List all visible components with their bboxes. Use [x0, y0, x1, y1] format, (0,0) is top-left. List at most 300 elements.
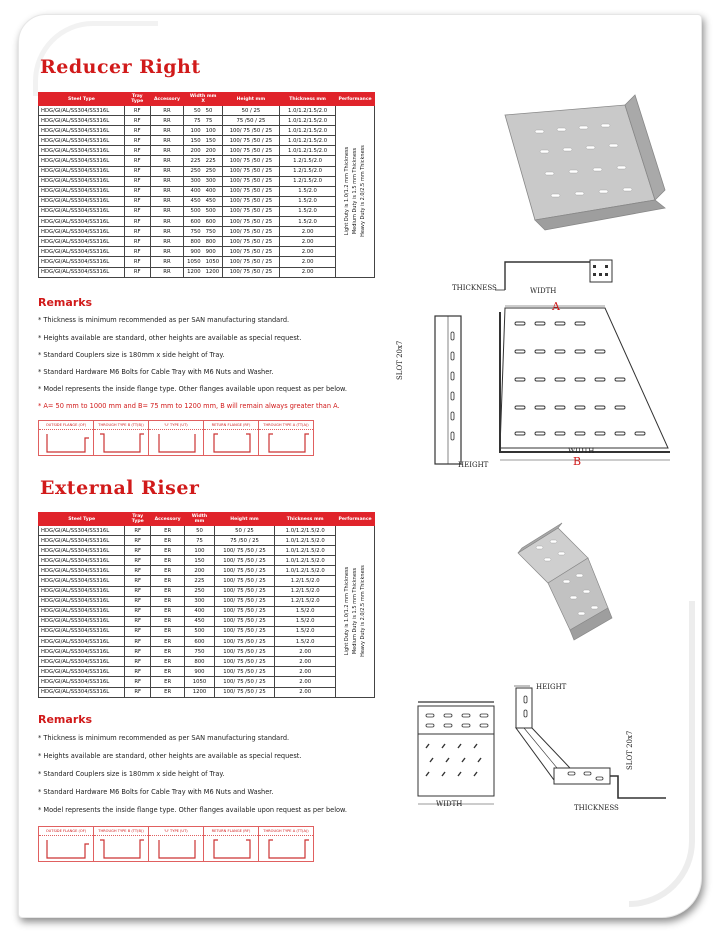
table-cell: 100/ 75 /50 / 25 — [214, 616, 274, 626]
table-row — [39, 206, 375, 216]
table-cell: 100/ 75 /50 / 25 — [222, 186, 279, 196]
table-cell: 100/ 75 /50 / 25 — [222, 176, 279, 186]
table-cell: ER — [151, 586, 185, 596]
table-row — [39, 116, 375, 126]
table-cell: 750 — [185, 647, 215, 657]
table-cell: HDG/GI/AL/SS304/SS316L — [39, 237, 125, 247]
table-cell: 150 — [185, 556, 215, 566]
table-cell: 450 450 — [184, 196, 222, 206]
label-thickness: THICKNESS — [452, 284, 497, 292]
table-cell: 100/ 75 /50 / 25 — [222, 267, 279, 277]
table-cell: RF — [124, 156, 150, 166]
flange-types-riser — [38, 826, 314, 862]
flange-type-label: THROUGH TYPE A (TT(A)) — [259, 827, 313, 836]
flange-type-box — [148, 420, 203, 456]
remark-line: * Model represents the inside flange type. Other flanges available upon request as per below. — [38, 385, 347, 393]
table-cell: 250 — [185, 586, 215, 596]
table-row — [39, 227, 375, 237]
table-cell: 1.0/1.2/1.5/2.0 — [279, 106, 335, 116]
table-cell: HDG/GI/AL/SS304/SS316L — [39, 576, 125, 586]
remark-line: * Standard Hardware M6 Bolts for Cable Tray with M6 Nuts and Washer. — [38, 368, 274, 376]
table-cell: 75 /50 / 25 — [222, 116, 279, 126]
table-row — [39, 106, 375, 116]
table-cell: 1200 — [185, 687, 215, 697]
table-cell: 600 — [185, 637, 215, 647]
remark-dimension-note: * A= 50 mm to 1000 mm and B= 75 mm to 1200 mm, B will remain always greater than A. — [38, 402, 340, 410]
col-header: Tray Type — [125, 513, 151, 526]
flange-profile-icon — [265, 432, 311, 454]
table-cell: 1.5/2.0 — [279, 196, 335, 206]
table-cell: 1.0/1.2/1.5/2.0 — [275, 546, 336, 556]
table-row — [39, 596, 375, 606]
table-row — [39, 687, 375, 697]
table-cell: HDG/GI/AL/SS304/SS316L — [39, 586, 125, 596]
remark-line: * Thickness is minimum recommended as per SAN manufacturing standard. — [38, 734, 290, 742]
section-title-riser: External Riser — [40, 477, 200, 499]
table-cell: 2.00 — [279, 257, 335, 267]
table-cell: RF — [125, 586, 151, 596]
flange-type-box — [93, 826, 148, 862]
col-header: Tray Type — [124, 93, 150, 106]
table-cell: ER — [151, 667, 185, 677]
flange-type-box — [38, 826, 93, 862]
riser-spec-table — [38, 512, 375, 698]
label-width-bottom: WIDTH — [568, 447, 595, 455]
table-cell: 100/ 75 /50 / 25 — [222, 227, 279, 237]
table-cell: RF — [124, 176, 150, 186]
remarks-title-riser: Remarks — [38, 713, 93, 726]
remark-line: * Standard Couplers size is 180mm x side height of Tray. — [38, 351, 225, 359]
table-cell: RF — [125, 556, 151, 566]
table-cell: RR — [150, 156, 184, 166]
table-cell: 1.0/1.2/1.5/2.0 — [279, 146, 335, 156]
table-cell: 1.2/1.5/2.0 — [275, 596, 336, 606]
table-cell: ER — [151, 687, 185, 697]
table-cell: 1.0/1.2/1.5/2.0 — [275, 566, 336, 576]
table-cell: 2.00 — [275, 647, 336, 657]
table-row — [39, 257, 375, 267]
table-cell: 100/ 75 /50 / 25 — [222, 196, 279, 206]
table-cell: 1.5/2.0 — [279, 217, 335, 227]
flange-profile-icon — [45, 838, 91, 860]
reducer-3d-image — [495, 90, 675, 240]
flange-type-label: THROUGH TYPE B (TT(B)) — [94, 421, 148, 430]
table-cell: RF — [124, 166, 150, 176]
performance-line: Heavy Duty is 2.0/2.5 mm Thickness — [360, 565, 367, 658]
table-cell: ER — [151, 546, 185, 556]
table-row — [39, 626, 375, 636]
table-cell: 1.5/2.0 — [275, 626, 336, 636]
table-row — [39, 126, 375, 136]
table-cell: 1050 1050 — [184, 257, 222, 267]
table-cell: HDG/GI/AL/SS304/SS316L — [39, 257, 125, 267]
table-cell: 2.00 — [275, 677, 336, 687]
table-cell: 100/ 75 /50 / 25 — [214, 586, 274, 596]
table-cell: 100/ 75 /50 / 25 — [214, 566, 274, 576]
flange-type-label: OUTSIDE FLANGE (OF) — [39, 421, 93, 430]
table-cell: ER — [151, 566, 185, 576]
table-cell: 100/ 75 /50 / 25 — [222, 257, 279, 267]
table-cell: 100/ 75 /50 / 25 — [214, 556, 274, 566]
table-cell: 75 75 — [184, 116, 222, 126]
table-cell: HDG/GI/AL/SS304/SS316L — [39, 227, 125, 237]
table-cell: RF — [125, 546, 151, 556]
table-cell: RR — [150, 106, 184, 116]
flange-profile-icon — [210, 432, 256, 454]
table-cell: 100/ 75 /50 / 25 — [214, 657, 274, 667]
table-cell: RF — [125, 606, 151, 616]
table-cell: RR — [150, 166, 184, 176]
table-row — [39, 196, 375, 206]
table-cell: HDG/GI/AL/SS304/SS316L — [39, 156, 125, 166]
table-cell: 1.0/1.2/1.5/2.0 — [275, 526, 336, 536]
table-row — [39, 176, 375, 186]
table-cell: 200 200 — [184, 146, 222, 156]
table-cell: RR — [150, 227, 184, 237]
table-cell: RF — [125, 657, 151, 667]
remark-line: * Standard Couplers size is 180mm x side height of Tray. — [38, 770, 225, 778]
col-header: Steel Type — [39, 513, 125, 526]
table-cell: 100/ 75 /50 / 25 — [222, 146, 279, 156]
table-cell: RF — [124, 206, 150, 216]
performance-line: Medium Duty is 1.5 mm Thickness — [352, 568, 359, 655]
table-cell: ER — [151, 556, 185, 566]
table-cell: 100/ 75 /50 / 25 — [214, 687, 274, 697]
table-cell: HDG/GI/AL/SS304/SS316L — [39, 657, 125, 667]
table-cell: HDG/GI/AL/SS304/SS316L — [39, 616, 125, 626]
table-cell: 1.2/1.5/2.0 — [279, 156, 335, 166]
table-cell: HDG/GI/AL/SS304/SS316L — [39, 247, 125, 257]
table-cell: 100/ 75 /50 / 25 — [214, 546, 274, 556]
table-cell: 225 225 — [184, 156, 222, 166]
flange-type-box — [258, 420, 314, 456]
label-slot: SLOT 20x7 — [396, 340, 404, 380]
performance-line: Medium Duty is 1.5 mm Thickness — [352, 148, 359, 235]
table-cell: 100/ 75 /50 / 25 — [214, 677, 274, 687]
table-row — [39, 166, 375, 176]
table-cell: RF — [124, 106, 150, 116]
table-cell: 50 — [185, 526, 215, 536]
reducer-plan-drawing — [420, 292, 680, 472]
table-cell: HDG/GI/AL/SS304/SS316L — [39, 566, 125, 576]
table-row — [39, 606, 375, 616]
table-cell: 450 — [185, 616, 215, 626]
table-cell: 750 750 — [184, 227, 222, 237]
table-cell: 100/ 75 /50 / 25 — [222, 247, 279, 257]
table-cell: HDG/GI/AL/SS304/SS316L — [39, 626, 125, 636]
table-cell: RF — [124, 196, 150, 206]
table-cell: 400 400 — [184, 186, 222, 196]
table-cell: ER — [151, 626, 185, 636]
table-cell: 1.2/1.5/2.0 — [275, 586, 336, 596]
col-header: Height mm — [214, 513, 274, 526]
table-cell: 100/ 75 /50 / 25 — [214, 637, 274, 647]
table-cell: 1.5/2.0 — [275, 637, 336, 647]
table-cell: RF — [125, 687, 151, 697]
table-row — [39, 616, 375, 626]
table-cell: 500 — [185, 626, 215, 636]
table-cell: 100/ 75 /50 / 25 — [214, 667, 274, 677]
col-header: Thickness mm — [279, 93, 335, 106]
remark-line: * Standard Hardware M6 Bolts for Cable Tray with M6 Nuts and Washer. — [38, 788, 274, 796]
table-cell: 800 800 — [184, 237, 222, 247]
table-cell: HDG/GI/AL/SS304/SS316L — [39, 136, 125, 146]
flange-type-label: RETURN FLANGE (RF) — [204, 827, 258, 836]
table-cell: RF — [124, 257, 150, 267]
table-cell: 100/ 75 /50 / 25 — [222, 166, 279, 176]
table-cell: 2.00 — [275, 687, 336, 697]
table-cell: 2.00 — [279, 247, 335, 257]
label-height-riser: HEIGHT — [536, 683, 567, 691]
table-cell: HDG/GI/AL/SS304/SS316L — [39, 217, 125, 227]
table-cell: RR — [150, 237, 184, 247]
section-title-reducer: Reducer Right — [40, 56, 201, 78]
flange-type-label: 'U' TYPE (UT) — [149, 421, 203, 430]
riser-3d-image — [508, 518, 628, 648]
table-cell: 1.5/2.0 — [275, 606, 336, 616]
table-cell: RR — [150, 196, 184, 206]
table-cell: 100/ 75 /50 / 25 — [214, 596, 274, 606]
table-cell: 100/ 75 /50 / 25 — [222, 217, 279, 227]
table-cell: 1.0/1.2/1.5/2.0 — [279, 126, 335, 136]
table-cell: RF — [125, 626, 151, 636]
table-cell: 1200 1200 — [184, 267, 222, 277]
table-row — [39, 247, 375, 257]
table-cell: 2.00 — [279, 267, 335, 277]
table-cell: ER — [151, 657, 185, 667]
table-cell: RF — [124, 247, 150, 257]
table-cell: 100/ 75 /50 / 25 — [222, 136, 279, 146]
table-cell: 100/ 75 /50 / 25 — [214, 626, 274, 636]
table-cell: RF — [125, 677, 151, 687]
table-cell: 100/ 75 /50 / 25 — [214, 647, 274, 657]
col-header: Accessory — [151, 513, 185, 526]
col-header: Performance — [336, 513, 375, 526]
table-row — [39, 217, 375, 227]
table-cell: HDG/GI/AL/SS304/SS316L — [39, 536, 125, 546]
table-row — [39, 677, 375, 687]
table-cell: 1.0/1.2/1.5/2.0 — [279, 136, 335, 146]
table-cell: HDG/GI/AL/SS304/SS316L — [39, 126, 125, 136]
table-row — [39, 136, 375, 146]
table-cell: ER — [151, 606, 185, 616]
table-cell: HDG/GI/AL/SS304/SS316L — [39, 196, 125, 206]
col-header: Accessory — [150, 93, 184, 106]
table-row — [39, 657, 375, 667]
table-cell: RF — [125, 647, 151, 657]
table-cell: 1.0/1.2/1.5/2.0 — [275, 536, 336, 546]
col-header: Steel Type — [39, 93, 125, 106]
table-cell: 1050 — [185, 677, 215, 687]
table-cell: ER — [151, 526, 185, 536]
col-header: Performance — [336, 93, 375, 106]
label-dimension-b: B — [573, 455, 582, 468]
table-row — [39, 586, 375, 596]
table-cell: ER — [151, 637, 185, 647]
table-cell: HDG/GI/AL/SS304/SS316L — [39, 526, 125, 536]
table-cell: 2.00 — [279, 237, 335, 247]
flange-type-label: OUTSIDE FLANGE (OF) — [39, 827, 93, 836]
table-row — [39, 146, 375, 156]
flange-type-label: RETURN FLANGE (RF) — [204, 421, 258, 430]
table-cell: HDG/GI/AL/SS304/SS316L — [39, 146, 125, 156]
table-cell: 1.0/1.2/1.5/2.0 — [279, 116, 335, 126]
performance-cell — [336, 106, 375, 278]
remark-line: * Thickness is minimum recommended as per SAN manufacturing standard. — [38, 316, 290, 324]
table-cell: RF — [125, 596, 151, 606]
table-cell: RF — [125, 576, 151, 586]
table-cell: 1.2/1.5/2.0 — [275, 576, 336, 586]
table-row — [39, 576, 375, 586]
table-cell: 100/ 75 /50 / 25 — [222, 206, 279, 216]
flange-type-label: THROUGH TYPE A (TT(A)) — [259, 421, 313, 430]
remark-line: * Model represents the inside flange type. Other flanges available upon request as per below. — [38, 806, 347, 814]
col-header: Height mm — [222, 93, 279, 106]
table-cell: HDG/GI/AL/SS304/SS316L — [39, 637, 125, 647]
table-cell: RR — [150, 146, 184, 156]
flange-profile-icon — [155, 838, 201, 860]
table-row — [39, 546, 375, 556]
table-cell: 600 600 — [184, 217, 222, 227]
table-cell: RR — [150, 116, 184, 126]
table-cell: 225 — [185, 576, 215, 586]
label-dimension-a: A — [552, 300, 560, 313]
table-cell: 50 50 — [184, 106, 222, 116]
table-cell: 150 150 — [184, 136, 222, 146]
col-header: Width mm — [185, 513, 215, 526]
table-cell: HDG/GI/AL/SS304/SS316L — [39, 106, 125, 116]
table-cell: ER — [151, 677, 185, 687]
table-row — [39, 267, 375, 277]
remarks-title-reducer: Remarks — [38, 296, 93, 309]
table-cell: HDG/GI/AL/SS304/SS316L — [39, 556, 125, 566]
table-cell: RF — [124, 227, 150, 237]
table-cell: 400 — [185, 606, 215, 616]
table-cell: RR — [150, 217, 184, 227]
table-cell: RR — [150, 176, 184, 186]
performance-line: Heavy Duty is 2.0/2.5 mm Thickness — [360, 145, 367, 238]
table-cell: HDG/GI/AL/SS304/SS316L — [39, 267, 125, 277]
table-row — [39, 566, 375, 576]
col-header: Thickness mm — [275, 513, 336, 526]
table-cell: 100/ 75 /50 / 25 — [214, 576, 274, 586]
col-header: Width mm X — [184, 93, 222, 106]
table-cell: 1.5/2.0 — [275, 616, 336, 626]
table-cell: HDG/GI/AL/SS304/SS316L — [39, 647, 125, 657]
table-cell: RR — [150, 206, 184, 216]
table-cell: 1.2/1.5/2.0 — [279, 176, 335, 186]
table-cell: ER — [151, 576, 185, 586]
table-cell: HDG/GI/AL/SS304/SS316L — [39, 606, 125, 616]
flange-types-reducer — [38, 420, 314, 456]
flange-profile-icon — [100, 838, 146, 860]
table-cell: 800 — [185, 657, 215, 667]
table-cell: RR — [150, 267, 184, 277]
label-thickness-riser: THICKNESS — [574, 804, 619, 812]
flange-type-box — [258, 826, 314, 862]
table-cell: 250 250 — [184, 166, 222, 176]
performance-line: Light Duty is 1.0/1.2 mm Thickness — [344, 567, 351, 656]
performance-line: Light Duty is 1.0/1.2 mm Thickness — [344, 147, 351, 236]
table-row — [39, 156, 375, 166]
table-cell: RR — [150, 136, 184, 146]
riser-side-drawing — [510, 680, 670, 810]
table-row — [39, 526, 375, 536]
label-slot-riser: SLOT 20x7 — [626, 730, 634, 770]
table-cell: 100/ 75 /50 / 25 — [222, 126, 279, 136]
table-cell: RR — [150, 126, 184, 136]
table-cell: HDG/GI/AL/SS304/SS316L — [39, 546, 125, 556]
flange-type-label: THROUGH TYPE B (TT(B)) — [94, 827, 148, 836]
table-cell: HDG/GI/AL/SS304/SS316L — [39, 166, 125, 176]
table-cell: HDG/GI/AL/SS304/SS316L — [39, 596, 125, 606]
table-cell: 1.5/2.0 — [279, 186, 335, 196]
table-cell: HDG/GI/AL/SS304/SS316L — [39, 687, 125, 697]
table-row — [39, 667, 375, 677]
table-cell: RF — [124, 136, 150, 146]
table-cell: RF — [124, 116, 150, 126]
flange-type-box — [148, 826, 203, 862]
label-width-riser: WIDTH — [436, 800, 463, 808]
flange-type-label: 'U' TYPE (UT) — [149, 827, 203, 836]
flange-profile-icon — [155, 432, 201, 454]
table-cell: 2.00 — [275, 657, 336, 667]
table-cell: HDG/GI/AL/SS304/SS316L — [39, 176, 125, 186]
remark-line: * Heights available are standard, other heights are available as special request. — [38, 752, 302, 760]
table-cell: 300 — [185, 596, 215, 606]
flange-profile-icon — [265, 838, 311, 860]
table-cell: 1.2/1.5/2.0 — [279, 166, 335, 176]
table-cell: ER — [151, 647, 185, 657]
table-cell: 900 900 — [184, 247, 222, 257]
flange-profile-icon — [45, 432, 91, 454]
table-cell: RR — [150, 247, 184, 257]
table-cell: RF — [125, 637, 151, 647]
table-cell: 100 — [185, 546, 215, 556]
flange-type-box — [203, 420, 258, 456]
table-row — [39, 647, 375, 657]
table-cell: 2.00 — [279, 227, 335, 237]
table-cell: 300 300 — [184, 176, 222, 186]
table-cell: 500 500 — [184, 206, 222, 216]
table-cell: HDG/GI/AL/SS304/SS316L — [39, 667, 125, 677]
table-cell: 1.0/1.2/1.5/2.0 — [275, 556, 336, 566]
label-width-top: WIDTH — [530, 287, 557, 295]
table-cell: RF — [124, 126, 150, 136]
table-cell: RF — [125, 526, 151, 536]
table-cell: RF — [124, 267, 150, 277]
reducer-spec-table — [38, 92, 375, 278]
table-cell: 100/ 75 /50 / 25 — [214, 606, 274, 616]
flange-profile-icon — [210, 838, 256, 860]
table-cell: 900 — [185, 667, 215, 677]
table-cell: 100/ 75 /50 / 25 — [222, 237, 279, 247]
table-cell: RF — [124, 186, 150, 196]
table-cell: 100 100 — [184, 126, 222, 136]
table-cell: RR — [150, 186, 184, 196]
table-row — [39, 237, 375, 247]
table-cell: HDG/GI/AL/SS304/SS316L — [39, 206, 125, 216]
table-cell: RF — [125, 536, 151, 546]
table-cell: RF — [125, 667, 151, 677]
table-cell: RF — [125, 616, 151, 626]
table-cell: 50 / 25 — [214, 526, 274, 536]
table-cell: 1.5/2.0 — [279, 206, 335, 216]
performance-cell — [336, 526, 375, 698]
table-cell: 200 — [185, 566, 215, 576]
remark-line: * Heights available are standard, other heights are available as special request. — [38, 334, 302, 342]
flange-type-box — [38, 420, 93, 456]
